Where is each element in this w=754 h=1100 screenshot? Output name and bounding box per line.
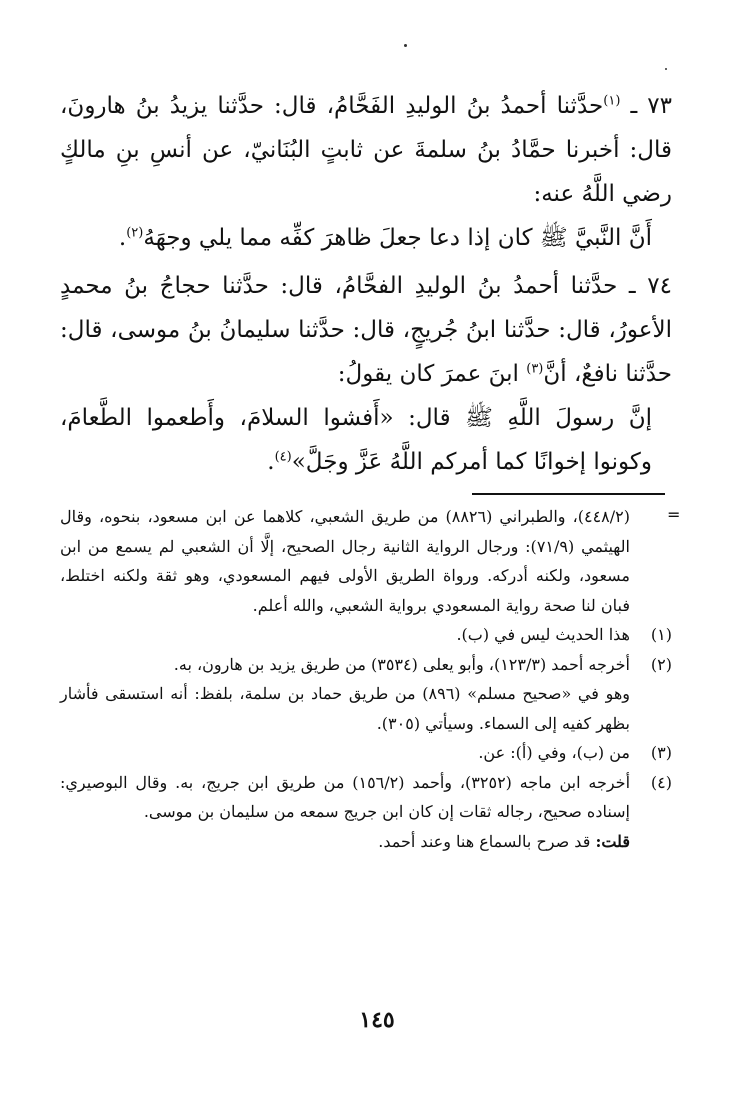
footnote-number: (٣)	[650, 743, 672, 762]
footnotes	[60, 502, 672, 856]
footnote-ref: (١)	[603, 93, 621, 109]
footnote-4	[60, 768, 672, 857]
hadith-74	[60, 264, 672, 396]
footnote-number: (١)	[650, 625, 672, 644]
hadith-73-matn	[60, 216, 672, 260]
comment-text: قد صرح بالسماع هنا وعند أحمد.	[378, 831, 591, 851]
sentence-end: .	[267, 449, 275, 475]
hadith-isnad: حدَّثنا أحمدُ بنُ الوليدِ الفحَّامُ، قال: حدَّثنا حجاجُ بنُ محمدٍ الأعورُ، قال: حدَّثنا ابنُ جُريجٍ، قال: حدَّثنا سليمانُ بنُ موسى، قال: حدَّثنا نافعٌ، أنَّ	[60, 273, 672, 387]
footnote-ref: (٤)	[274, 449, 292, 465]
hadith-matn: أَنَّ النَّبيَّ ﷺ كان إذا دعا جعلَ ظاهرَ كفِّه مما يلي وجهَهُ	[143, 225, 652, 251]
footnote-body	[60, 650, 630, 739]
hadith-number: ٧٣	[647, 93, 673, 119]
scan-speck	[665, 68, 667, 70]
footnote-separator	[472, 493, 665, 495]
footnote-text: وهو في «صحيح مسلم» (٨٩٦) من طريق حماد بن سلمة، بلفظ: أنه استسقى فأشار بظهر كفيه إلى السماء. وسيأتي (٣٠٥).	[60, 684, 631, 733]
hadith-dash: ـ	[630, 93, 638, 119]
footnote-ref: (٢)	[126, 225, 144, 241]
footnote-body	[60, 768, 630, 857]
comment-lead: قلت:	[595, 831, 630, 851]
continuation-mark: =	[667, 505, 681, 524]
footnote-continuation	[60, 502, 672, 620]
hadith-74-matn	[60, 396, 672, 484]
footnote-comment	[60, 827, 630, 857]
footnote-text: أخرجه أحمد (١٢٣/٣)، وأبو يعلى (٣٥٣٤) من طريق يزيد بن هارون، به.	[173, 654, 630, 674]
footnote-ref: (٣)	[526, 361, 544, 377]
sentence-end: .	[118, 225, 127, 251]
footnote-2	[60, 650, 672, 739]
footnote-number: (٤)	[650, 772, 672, 792]
footnote-3	[60, 738, 672, 768]
main-text	[60, 84, 672, 484]
footnote-text: (٤٤٨/٢)، والطبراني (٨٨٢٦) من طريق الشعبي، كلاهما عن ابن مسعود، بنحوه، وقال الهيثمي (٧١/٩): ورجال الرواية الثانية رجال الصحيح، إلَّا أن الشعبي لم يسمع من ابن مسعود، ولكنه أدركه. ورواة الطريق الأولى فيهم المسعودي، وهو ثقة ولكنه اختلط، فبان لنا صحة رواية المسعودي برواية الشعبي، والله أعلم.	[60, 507, 631, 615]
footnote-text: أخرجه ابن ماجه (٣٢٥٢)، وأحمد (١٥٦/٢) من طريق ابن جريج، به. وقال البوصيري: إسناده صحيح، رجاله ثقات إن كان ابن جريج سمعه من سليمان بن موسى.	[60, 772, 631, 821]
footnote-1	[60, 620, 672, 650]
footnote-number	[630, 502, 672, 620]
hadith-matn: إنَّ رسولَ اللَّهِ ﷺ قال: «أَفشوا السلامَ، وأَطعموا الطَّعامَ، وكونوا إخوانًا كما أمركم اللَّهُ عَزَّ وجَلَّ»	[60, 405, 652, 475]
footnote-number: (٢)	[650, 654, 672, 674]
footnote-text: هذا الحديث ليس في (ب).	[456, 625, 630, 644]
hadith-dash: ـ	[628, 273, 636, 299]
hadith-isnad: حدَّثنا أحمدُ بنُ الوليدِ الفَحَّامُ، قال: حدَّثنا يزيدُ بنُ هارونَ، قال: أخبرنا حمَّادُ بنُ سلمةَ عن ثابتٍ البُنَانيّ، عن أنسِ بنِ مالكٍ رضي اللَّهُ عنه:	[60, 93, 672, 207]
footnote-text: من (ب)، وفي (أ): عن.	[478, 743, 630, 762]
hadith-73	[60, 84, 672, 216]
page-number: ١٤٥	[359, 1007, 395, 1033]
hadith-isnad-end: ابنَ عمرَ كان يقولُ:	[337, 361, 519, 387]
hadith-number: ٧٤	[647, 273, 672, 299]
scan-speck	[404, 44, 407, 47]
